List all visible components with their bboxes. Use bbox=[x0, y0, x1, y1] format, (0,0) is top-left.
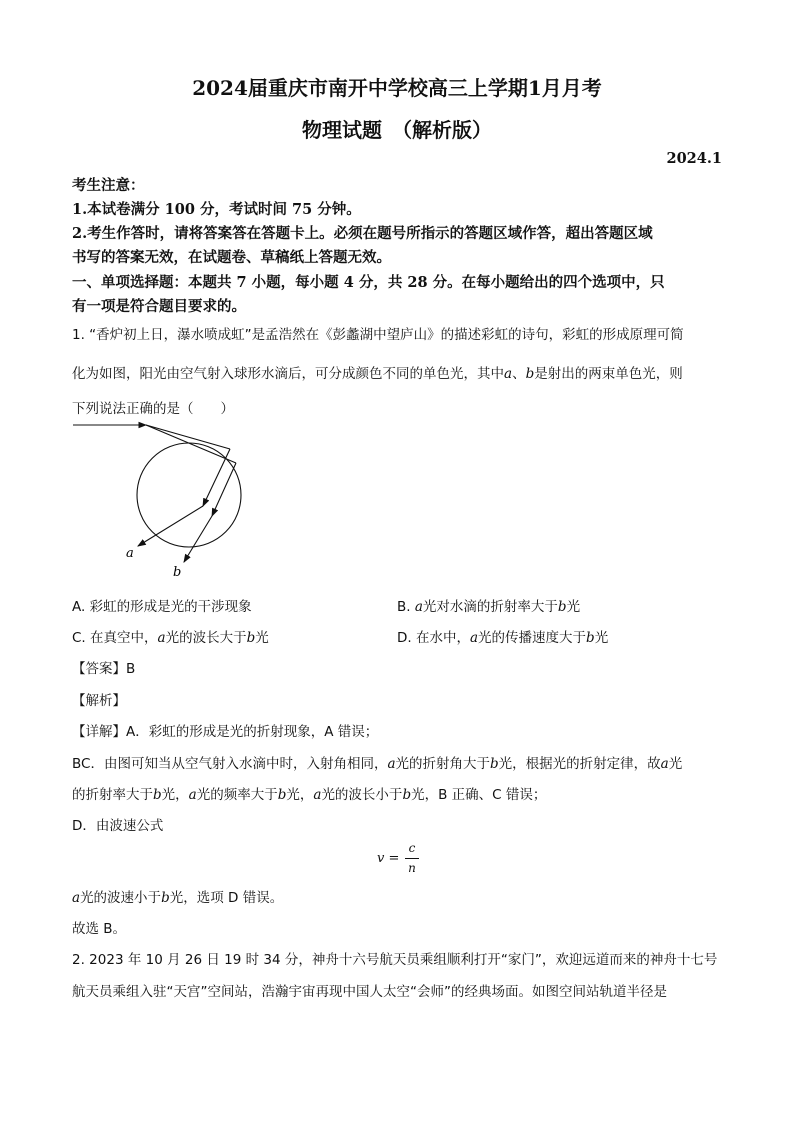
exit-ray-b bbox=[184, 516, 212, 562]
q1-stem-line2-text-b: 是射出的两束单色光，则 bbox=[534, 366, 683, 382]
var-a: a bbox=[469, 630, 479, 646]
detail-text: 光的波速小于 bbox=[80, 890, 162, 906]
label-b: b bbox=[173, 565, 182, 580]
notice-item-2-line1: 2.考生作答时，请将答案答在答题卡上。必须在题号所指示的答题区域作答，超出答题区域 bbox=[72, 225, 653, 242]
detail-d-line: D．由波速公式 bbox=[72, 818, 164, 834]
option-c-prefix: C. 在真空中， bbox=[72, 630, 158, 646]
var-b: b bbox=[277, 787, 287, 803]
q2-line1: 2. 2023 年 10 月 26 日 19 时 34 分，神舟十六号航天员乘组顺利打开“家门”，欢迎远道而来的神舟十七号 bbox=[72, 952, 718, 968]
q1-stem-line1: 1. “香炉初上日，瀑水喷成虹”是孟浩然在《彭蠡湖中望庐山》的描述彩虹的诗句，彩虹的形成原理可简 bbox=[72, 327, 684, 343]
notice-item-1: 1.本试卷满分 100 分，考试时间 75 分钟。 bbox=[72, 201, 361, 218]
refracted-ray-a bbox=[146, 425, 230, 449]
detail-text: 光，选项 D 错误。 bbox=[169, 890, 284, 906]
formula-lhs: v = bbox=[377, 851, 400, 866]
answer: 【答案】B bbox=[72, 661, 136, 677]
q1-stem-line2-text-a: 化为如图，阳光由空气射入球形水滴后，可分成颜色不同的单色光，其中 bbox=[72, 366, 504, 382]
page-title: 2024届重庆市南开中学校高三上学期1月月考 bbox=[192, 76, 602, 100]
detail-text: 光的频率大于 bbox=[196, 787, 278, 803]
option-d-prefix: D. 在水中， bbox=[397, 630, 470, 646]
notice-item-2-line2: 书写的答案无效，在试题卷、草稿纸上答题无效。 bbox=[72, 249, 391, 266]
section-heading-line1: 一、单项选择题：本题共 7 小题，每小题 4 分，共 28 分。在每小题给出的四个选项中，只 bbox=[72, 274, 665, 291]
var-a: a bbox=[157, 630, 166, 646]
var-b: b bbox=[402, 787, 412, 803]
refracted-ray-b bbox=[146, 425, 236, 463]
detail-bc-line2 bbox=[72, 783, 546, 803]
option-c-end: 光 bbox=[255, 630, 269, 646]
detail-line1: 【详解】A．彩虹的形成是光的折射现象，A 错误； bbox=[72, 724, 379, 740]
detail-text: 光 bbox=[668, 756, 683, 772]
choose-line: 故选 B。 bbox=[72, 921, 127, 937]
analysis-heading: 【解析】 bbox=[72, 693, 126, 709]
var-b: b bbox=[586, 630, 595, 646]
var-a: a bbox=[188, 787, 197, 803]
detail-text: 光，根据光的折射定律，故 bbox=[498, 756, 661, 772]
conclusion-line bbox=[72, 886, 283, 906]
detail-text: 光， bbox=[286, 787, 314, 803]
detail-text: 光的波长小于 bbox=[321, 787, 403, 803]
reflected-ray-b bbox=[212, 463, 236, 516]
separator: 、 bbox=[512, 366, 526, 382]
var-b: b bbox=[246, 630, 256, 646]
detail-text: 光的折射角大于 bbox=[395, 756, 491, 772]
var-b: b bbox=[557, 599, 567, 615]
var-a: a bbox=[504, 366, 513, 382]
option-b-prefix: B. bbox=[397, 599, 415, 615]
option-a: A. 彩虹的形成是光的干涉现象 bbox=[72, 599, 252, 615]
raindrop-figure bbox=[70, 420, 270, 585]
option-b-end: 光 bbox=[566, 599, 581, 615]
formula-numerator: c bbox=[408, 841, 416, 855]
option-b-text: 光对水滴的折射率大于 bbox=[422, 599, 558, 615]
reflected-ray-a bbox=[203, 449, 230, 506]
var-b: b bbox=[153, 787, 162, 803]
exam-date: 2024.1 bbox=[666, 150, 722, 167]
detail-text: 的折射率大于 bbox=[72, 787, 153, 803]
page-subtitle: 物理试题 （解析版） bbox=[302, 118, 492, 142]
q1-stem-line3: 下列说法正确的是（ ） bbox=[72, 401, 234, 417]
option-c bbox=[72, 626, 269, 646]
q1-stem-line2 bbox=[72, 362, 683, 382]
option-d-text: 光的传播速度大于 bbox=[478, 630, 587, 646]
detail-text: BC．由图可知当从空气射入水滴中时，入射角相同， bbox=[72, 756, 388, 772]
section-heading-line2: 有一项是符合题目要求的。 bbox=[72, 298, 246, 315]
detail-text: 光， bbox=[161, 787, 189, 803]
option-d bbox=[397, 626, 608, 646]
detail-bc-line1 bbox=[72, 752, 682, 772]
option-b bbox=[397, 595, 580, 615]
label-a: a bbox=[126, 546, 134, 561]
q2-line2: 航天员乘组入驻“天宫”空间站，浩瀚宇宙再现中国人太空“会师”的经典场面。如图空间站轨道半径是 bbox=[72, 984, 667, 1000]
var-a: a bbox=[313, 787, 322, 803]
formula-fraction-bar bbox=[405, 858, 419, 859]
var-b: b bbox=[161, 890, 170, 906]
option-d-end: 光 bbox=[594, 630, 609, 646]
var-b: b bbox=[525, 366, 535, 382]
var-a: a bbox=[660, 756, 669, 772]
formula-denominator: n bbox=[408, 861, 416, 875]
var-a: a bbox=[72, 890, 81, 906]
notice-heading: 考生注意： bbox=[72, 177, 145, 194]
var-a: a bbox=[387, 756, 396, 772]
detail-text: 光，B 正确、C 错误； bbox=[411, 787, 547, 803]
var-b: b bbox=[490, 756, 499, 772]
option-c-text: 光的波长大于 bbox=[165, 630, 247, 646]
var-a: a bbox=[414, 599, 423, 615]
